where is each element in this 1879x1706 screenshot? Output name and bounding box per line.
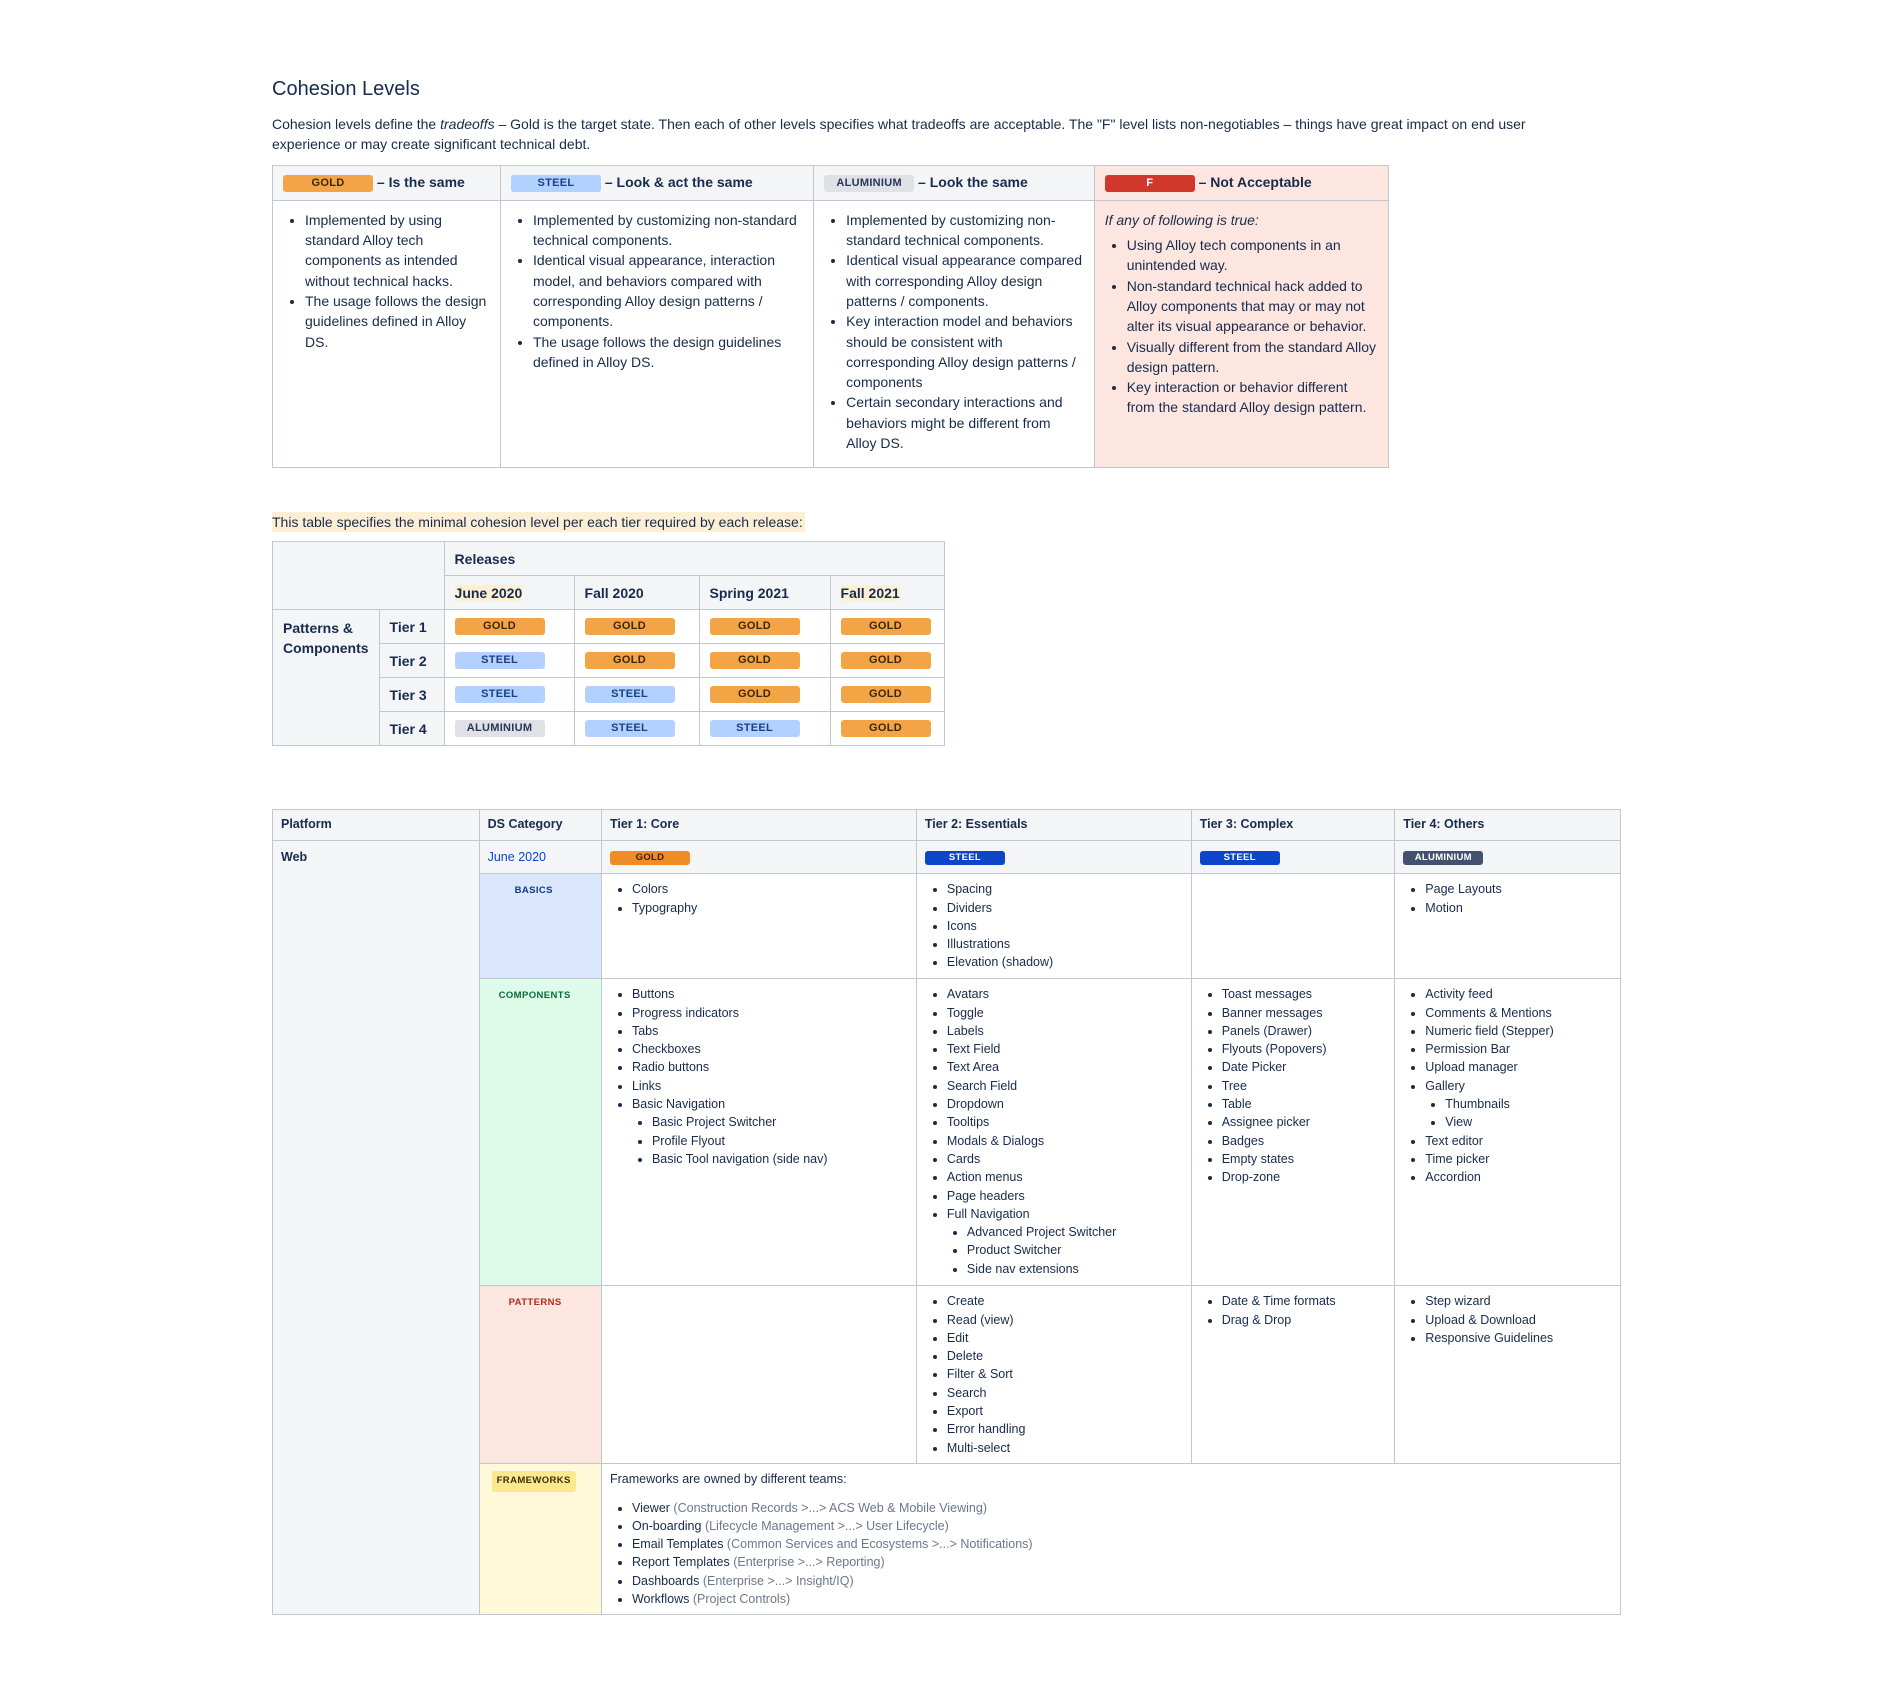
- list-item: • Tree: [1222, 1077, 1387, 1095]
- gold-badge: GOLD: [585, 618, 675, 635]
- list-item: • Implemented by customizing non-standard technical components.: [533, 210, 803, 251]
- list-item: • The usage follows the design guidelines defined in Alloy DS.: [533, 332, 803, 373]
- list-item: • Key interaction model and behaviors should be consistent with corresponding Alloy design patterns / components: [846, 311, 1084, 392]
- list-item: • Step wizard: [1425, 1292, 1612, 1310]
- sub-list-item: • Basic Project Switcher: [652, 1113, 908, 1131]
- item-list: [1403, 985, 1612, 1186]
- list-item: • Toggle: [947, 1004, 1183, 1022]
- list-item: • Numeric field (Stepper): [1425, 1022, 1612, 1040]
- aluminium-badge: ALUMINIUM: [824, 175, 914, 192]
- item-list: [1403, 880, 1612, 917]
- framework-name: Email Templates: [631, 1537, 724, 1552]
- patterns-tier1: [601, 1286, 916, 1464]
- list-item: • Tabs: [632, 1022, 908, 1040]
- tier-level-cell: [699, 610, 830, 644]
- level-header-aluminium: [814, 166, 1095, 201]
- release-tier-table: [272, 541, 945, 746]
- col-header-platform: Platform: [273, 810, 480, 841]
- sub-item-list: [1425, 1095, 1612, 1132]
- list-item: • Icons: [947, 917, 1183, 935]
- list-item: • Dropdown: [947, 1095, 1183, 1113]
- list-item: • Tooltips: [947, 1113, 1183, 1131]
- list-item: • Identical visual appearance compared with corresponding Alloy design patterns / components.: [846, 250, 1084, 311]
- list-item: • Action menus: [947, 1168, 1183, 1186]
- list-item: • Empty states: [1222, 1150, 1387, 1168]
- col-header-category: DS Category: [479, 810, 601, 841]
- steel-badge: STEEL: [585, 686, 675, 703]
- sub-item-list: [632, 1113, 908, 1168]
- steel-badge: STEEL: [455, 686, 545, 703]
- tier-level-cell: [574, 610, 699, 644]
- tier4-level-cell: [1395, 841, 1621, 874]
- list-item: • Upload manager: [1425, 1058, 1612, 1076]
- item-list: [925, 880, 1183, 971]
- list-item: • Text editor: [1425, 1132, 1612, 1150]
- releases-header: Releases: [444, 542, 944, 576]
- level-header-gold: [273, 166, 501, 201]
- list-item: • Implemented by using standard Alloy tech components as intended without technical hacks.: [305, 210, 490, 291]
- list-item: • Text Area: [947, 1058, 1183, 1076]
- framework-owner: (Lifecycle Management >...> User Lifecycle): [701, 1518, 949, 1533]
- list-item: • Delete: [947, 1347, 1183, 1365]
- list-item: • Drag & Drop: [1222, 1311, 1387, 1329]
- tier-name: Tier 4: [379, 712, 444, 746]
- list-item: • Table: [1222, 1095, 1387, 1113]
- level-items: [824, 210, 1084, 454]
- list-item: • Search Field: [947, 1077, 1183, 1095]
- category-frameworks: [479, 1464, 601, 1615]
- list-item: • Visually different from the standard Alloy design pattern.: [1127, 337, 1378, 378]
- list-item: • Upload & Download: [1425, 1311, 1612, 1329]
- framework-name: Workflows: [631, 1592, 690, 1607]
- list-item: • Certain secondary interactions and behaviors might be different from Alloy DS.: [846, 392, 1084, 453]
- col-header-tier1: Tier 1: Core: [601, 810, 916, 841]
- page: [272, 78, 1632, 1607]
- components-tier4: [1395, 979, 1621, 1286]
- framework-owner: (Enterprise >...> Insight/IQ): [699, 1573, 854, 1588]
- tier-level-cell: [699, 712, 830, 746]
- release-link[interactable]: June 2020: [487, 850, 546, 864]
- tier-level-cell: [574, 644, 699, 678]
- page-title: Cohesion Levels: [272, 78, 420, 100]
- list-item: • Implemented by customizing non-standard technical components.: [846, 210, 1084, 251]
- list-item: • Date & Time formats: [1222, 1292, 1387, 1310]
- sub-list-item: • Advanced Project Switcher: [967, 1223, 1183, 1241]
- tier-level-cell: [444, 610, 574, 644]
- list-item: • Text Field: [947, 1040, 1183, 1058]
- steel-badge: STEEL: [925, 851, 1005, 865]
- basics-tier1: [601, 874, 916, 979]
- category-label: PATTERNS: [508, 1297, 562, 1309]
- list-item: • Page Layouts: [1425, 880, 1612, 898]
- list-item: • Error handling: [947, 1420, 1183, 1438]
- list-item: • Panels (Drawer): [1222, 1022, 1387, 1040]
- release-link-cell: [479, 841, 601, 874]
- list-item: • Time picker: [1425, 1150, 1612, 1168]
- release-header: Fall 2020: [574, 576, 699, 610]
- sub-list-item: • View: [1445, 1113, 1612, 1131]
- item-list: [925, 985, 1183, 1278]
- tier-breakdown-table: [272, 809, 1621, 1615]
- level-items: [283, 210, 490, 352]
- list-item: • Permission Bar: [1425, 1040, 1612, 1058]
- intro-before: Cohesion levels define the: [272, 116, 441, 132]
- tier-level-cell: [574, 678, 699, 712]
- aluminium-badge: ALUMINIUM: [1403, 851, 1483, 865]
- gold-badge: GOLD: [841, 686, 931, 703]
- group-label: Patterns & Components: [273, 610, 380, 746]
- platform-cell: Web: [273, 841, 480, 1615]
- category-patterns: [479, 1286, 601, 1464]
- basics-tier2: [916, 874, 1191, 979]
- list-item: • Read (view): [947, 1311, 1183, 1329]
- list-item: • Links: [632, 1077, 908, 1095]
- item-list: [610, 880, 908, 917]
- list-item: • Date Picker: [1222, 1058, 1387, 1076]
- list-item: • Radio buttons: [632, 1058, 908, 1076]
- list-item: • Non-standard technical hack added to Alloy components that may or may not alter its visual appearance or behavior.: [1127, 276, 1378, 337]
- tier-level-cell: [444, 644, 574, 678]
- category-basics: [479, 874, 601, 979]
- framework-owner: (Project Controls): [689, 1592, 791, 1607]
- category-label: COMPONENTS: [498, 990, 571, 1002]
- framework-item: [632, 1572, 1612, 1590]
- tier-rows: [273, 610, 945, 746]
- level-header-f: [1094, 166, 1388, 201]
- frameworks-list: [610, 1499, 1612, 1609]
- list-item: • Accordion: [1425, 1168, 1612, 1186]
- release-note: This table specifies the minimal cohesion level per each tier required by each release:: [272, 514, 803, 530]
- framework-item: [632, 1590, 1612, 1608]
- cohesion-levels-table: [272, 165, 1389, 468]
- basics-tier4: [1395, 874, 1621, 979]
- framework-owner: (Construction Records >...> ACS Web & Mobile Viewing): [669, 1500, 987, 1515]
- col-header-tier3: Tier 3: Complex: [1191, 810, 1395, 841]
- gold-badge: GOLD: [841, 720, 931, 737]
- tier-level-cell: [444, 712, 574, 746]
- sub-list-item: • Basic Tool navigation (side nav): [652, 1150, 908, 1168]
- tier1-level-cell: [601, 841, 916, 874]
- patterns-tier3: [1191, 1286, 1395, 1464]
- tier-name: Tier 1: [379, 610, 444, 644]
- level-title: – Not Acceptable: [1194, 174, 1312, 190]
- item-list: [925, 1292, 1183, 1457]
- list-item: • Using Alloy tech components in an unintended way.: [1127, 235, 1378, 276]
- intro-emphasis: tradeoffs: [440, 116, 495, 132]
- release-name: June 2020: [454, 584, 523, 601]
- item-list: [1200, 985, 1387, 1186]
- list-item: • Cards: [947, 1150, 1183, 1168]
- f-lead-text: If any of following is true:: [1104, 211, 1259, 228]
- list-item: • Comments & Mentions: [1425, 1004, 1612, 1022]
- list-item: • Banner messages: [1222, 1004, 1387, 1022]
- level-items: [1105, 235, 1378, 418]
- list-item: • Gallery: [1425, 1077, 1612, 1095]
- tier-level-cell: [830, 644, 944, 678]
- tier-level-cell: [699, 678, 830, 712]
- framework-name: Viewer: [631, 1500, 670, 1515]
- gold-badge: GOLD: [455, 618, 545, 635]
- sub-list-item: • Side nav extensions: [967, 1260, 1183, 1278]
- level-header-steel: [500, 166, 813, 201]
- empty-corner: [273, 542, 445, 610]
- framework-name: Report Templates: [631, 1555, 730, 1570]
- release-header: [444, 576, 574, 610]
- intro-text: [272, 114, 1572, 154]
- list-item: • Buttons: [632, 985, 908, 1003]
- frameworks-cell: [601, 1464, 1620, 1615]
- release-header: [830, 576, 944, 610]
- list-item: • Dividers: [947, 899, 1183, 917]
- tier-level-cell: [444, 678, 574, 712]
- list-item: • Spacing: [947, 880, 1183, 898]
- basics-tier3: [1191, 874, 1395, 979]
- frameworks-intro: Frameworks are owned by different teams:: [609, 1472, 847, 1487]
- patterns-tier2: [916, 1286, 1191, 1464]
- list-item: • Multi-select: [947, 1439, 1183, 1457]
- list-item: • Elevation (shadow): [947, 953, 1183, 971]
- category-label: BASICS: [514, 885, 553, 897]
- level-title: – Is the same: [373, 174, 465, 190]
- framework-item: [632, 1535, 1612, 1553]
- list-item: • Edit: [947, 1329, 1183, 1347]
- list-item: • Assignee picker: [1222, 1113, 1387, 1131]
- list-item: • Responsive Guidelines: [1425, 1329, 1612, 1347]
- item-list: [1200, 1292, 1387, 1329]
- gold-badge: GOLD: [841, 652, 931, 669]
- list-item: • Search: [947, 1384, 1183, 1402]
- tier3-level-cell: [1191, 841, 1395, 874]
- framework-item: [632, 1553, 1612, 1571]
- list-item: • Basic Navigation: [632, 1095, 908, 1113]
- category-label: FRAMEWORKS: [492, 1471, 576, 1491]
- components-tier1: [601, 979, 916, 1286]
- level-description-steel: [500, 200, 813, 467]
- sub-list-item: • Profile Flyout: [652, 1132, 908, 1150]
- level-items: [511, 210, 803, 372]
- level-title: – Look & act the same: [600, 174, 753, 190]
- gold-badge: GOLD: [710, 652, 800, 669]
- list-item: • Checkboxes: [632, 1040, 908, 1058]
- list-item: • Identical visual appearance, interaction model, and behaviors compared with corresponding Alloy design patterns / components.: [533, 250, 803, 331]
- list-item: • Page headers: [947, 1187, 1183, 1205]
- sub-list-item: • Thumbnails: [1445, 1095, 1612, 1113]
- level-description-gold: [273, 200, 501, 467]
- steel-badge: STEEL: [1200, 851, 1280, 865]
- list-item: • Illustrations: [947, 935, 1183, 953]
- tier-level-cell: [830, 610, 944, 644]
- tier-name: Tier 2: [379, 644, 444, 678]
- gold-badge: GOLD: [841, 618, 931, 635]
- gold-badge: GOLD: [710, 686, 800, 703]
- level-description-aluminium: [814, 200, 1095, 467]
- list-item: • Create: [947, 1292, 1183, 1310]
- item-list: [1403, 1292, 1612, 1347]
- level-title: – Look the same: [914, 174, 1028, 190]
- list-item: • Filter & Sort: [947, 1365, 1183, 1383]
- gold-badge: GOLD: [710, 618, 800, 635]
- tier2-level-cell: [916, 841, 1191, 874]
- framework-name: On-boarding: [631, 1518, 702, 1533]
- tier-name: Tier 3: [379, 678, 444, 712]
- framework-item: [632, 1517, 1612, 1535]
- framework-owner: (Enterprise >...> Reporting): [729, 1555, 885, 1570]
- list-item: • Full Navigation: [947, 1205, 1183, 1223]
- intro-after: – Gold is the target state. Then each of other levels specifies what tradeoffs are acceptable. The "F" level lists non-negotiables – things have great impact on end user experience or may create significant technical debt.: [272, 116, 1526, 152]
- steel-badge: STEEL: [585, 720, 675, 737]
- list-item: • Labels: [947, 1022, 1183, 1040]
- col-header-tier4: Tier 4: Others: [1395, 810, 1621, 841]
- aluminium-badge: ALUMINIUM: [455, 720, 545, 737]
- framework-item: [632, 1499, 1612, 1517]
- list-item: • Colors: [632, 880, 908, 898]
- framework-owner: (Common Services and Ecosystems >...> Notifications): [723, 1537, 1033, 1552]
- tier-level-cell: [699, 644, 830, 678]
- patterns-tier4: [1395, 1286, 1621, 1464]
- steel-badge: STEEL: [455, 652, 545, 669]
- list-item: • Modals & Dialogs: [947, 1132, 1183, 1150]
- gold-badge: GOLD: [610, 851, 690, 865]
- release-header: Spring 2021: [699, 576, 830, 610]
- gold-badge: GOLD: [283, 175, 373, 192]
- list-item: • Toast messages: [1222, 985, 1387, 1003]
- components-tier2: [916, 979, 1191, 1286]
- category-components: [479, 979, 601, 1286]
- item-list: [610, 985, 908, 1168]
- tier-level-cell: [574, 712, 699, 746]
- level-description-f: [1094, 200, 1388, 467]
- tier-row: [273, 610, 945, 644]
- steel-badge: STEEL: [710, 720, 800, 737]
- components-tier3: [1191, 979, 1395, 1286]
- list-item: • Progress indicators: [632, 1004, 908, 1022]
- list-item: • Activity feed: [1425, 985, 1612, 1003]
- list-item: • Motion: [1425, 899, 1612, 917]
- list-item: • Typography: [632, 899, 908, 917]
- list-item: • Export: [947, 1402, 1183, 1420]
- steel-badge: STEEL: [511, 175, 601, 192]
- list-item: • Flyouts (Popovers): [1222, 1040, 1387, 1058]
- list-item: • The usage follows the design guidelines defined in Alloy DS.: [305, 291, 490, 352]
- list-item: • Drop-zone: [1222, 1168, 1387, 1186]
- list-item: • Badges: [1222, 1132, 1387, 1150]
- list-item: • Avatars: [947, 985, 1183, 1003]
- f-badge: F: [1105, 175, 1195, 192]
- framework-name: Dashboards: [631, 1573, 700, 1588]
- release-name: Fall 2021: [840, 584, 900, 601]
- sub-list-item: • Product Switcher: [967, 1241, 1183, 1259]
- tier-level-cell: [830, 712, 944, 746]
- gold-badge: GOLD: [585, 652, 675, 669]
- sub-item-list: [947, 1223, 1183, 1278]
- tier-level-cell: [830, 678, 944, 712]
- list-item: • Key interaction or behavior different from the standard Alloy design pattern.: [1127, 377, 1378, 418]
- col-header-tier2: Tier 2: Essentials: [916, 810, 1191, 841]
